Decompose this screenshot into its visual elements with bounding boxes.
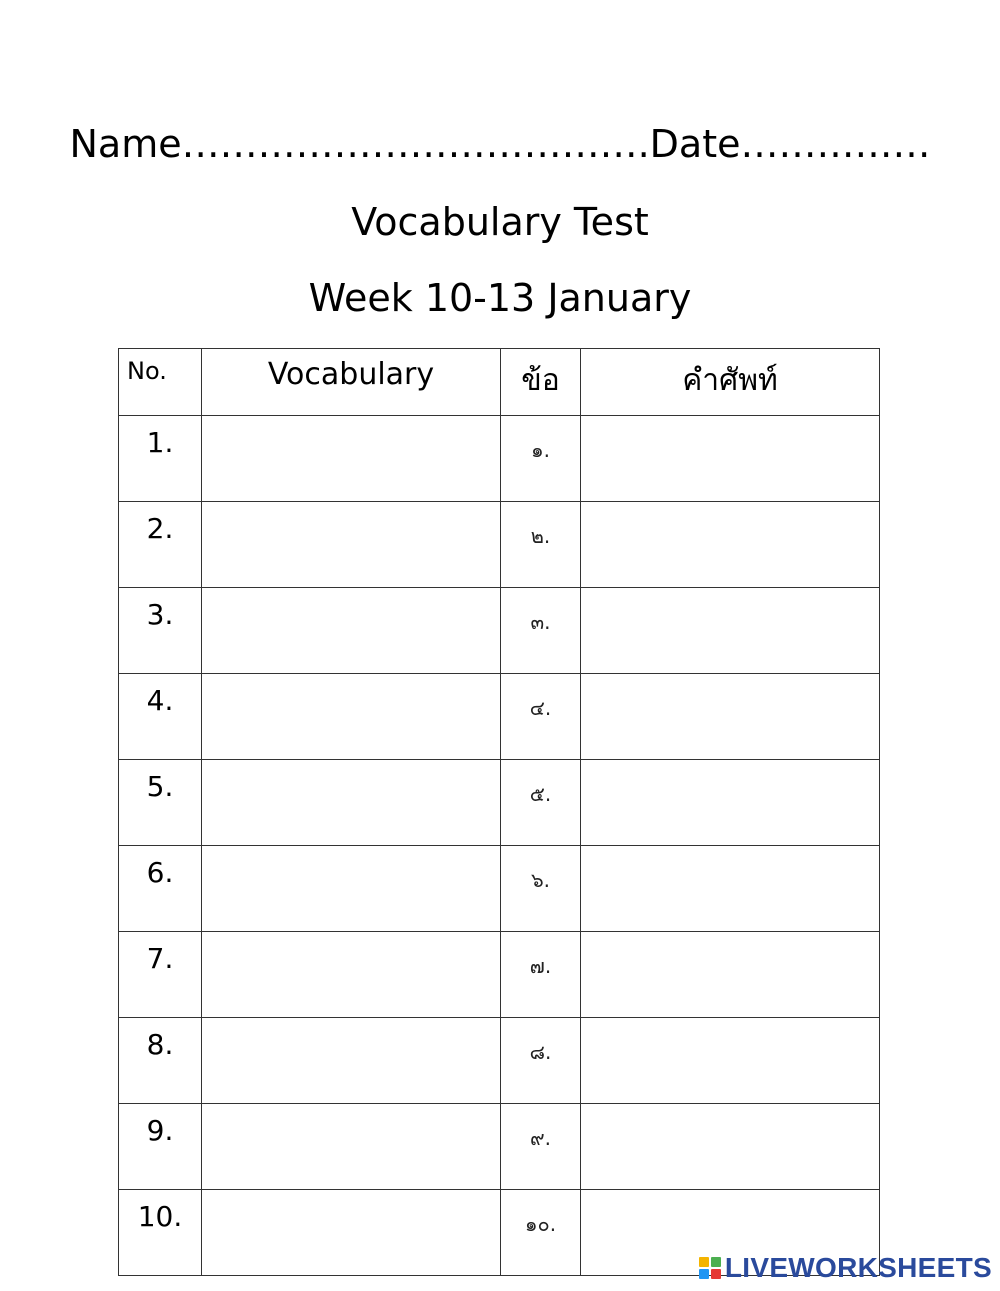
meaning-answer-cell[interactable] — [581, 1104, 880, 1190]
vocabulary-answer-cell[interactable] — [202, 1104, 501, 1190]
meaning-answer-cell[interactable] — [581, 502, 880, 588]
table-row — [119, 674, 880, 760]
vocabulary-answer-cell[interactable] — [202, 674, 501, 760]
thai-item-number: ๘. — [501, 1018, 581, 1104]
table-row — [119, 932, 880, 1018]
meaning-answer-cell[interactable] — [581, 1018, 880, 1104]
logo-square-4 — [711, 1269, 721, 1279]
thai-item-number: ๔. — [501, 674, 581, 760]
vocabulary-answer-cell[interactable] — [202, 760, 501, 846]
thai-item-number: ๙. — [501, 1104, 581, 1190]
name-date-line: Name……………………………….Date…………… — [69, 122, 931, 166]
row-number: 10. — [119, 1190, 202, 1276]
row-number: 6. — [119, 846, 202, 932]
meaning-answer-cell[interactable] — [581, 846, 880, 932]
row-number: 3. — [119, 588, 202, 674]
page-subtitle: Week 10-13 January — [308, 276, 692, 320]
vocabulary-answer-cell[interactable] — [202, 588, 501, 674]
table-row — [119, 502, 880, 588]
table-row — [119, 1018, 880, 1104]
row-number: 8. — [119, 1018, 202, 1104]
thai-item-number: ๓. — [501, 588, 581, 674]
row-number: 4. — [119, 674, 202, 760]
thai-item-number: ๕. — [501, 760, 581, 846]
logo-square-3 — [699, 1269, 709, 1279]
meaning-answer-cell[interactable] — [581, 588, 880, 674]
vocabulary-answer-cell[interactable] — [202, 502, 501, 588]
table-row — [119, 846, 880, 932]
vocabulary-answer-cell[interactable] — [202, 1190, 501, 1276]
column-header-vocabulary: Vocabulary — [202, 349, 501, 416]
column-header-no: No. — [119, 349, 202, 416]
table-body — [119, 416, 880, 1276]
meaning-answer-cell[interactable] — [581, 416, 880, 502]
logo-square-2 — [711, 1257, 721, 1267]
vocabulary-answer-cell[interactable] — [202, 1018, 501, 1104]
thai-item-number: ๖. — [501, 846, 581, 932]
page-title: Vocabulary Test — [351, 200, 649, 244]
row-number: 2. — [119, 502, 202, 588]
liveworksheets-logo-icon — [699, 1257, 721, 1279]
row-number: 9. — [119, 1104, 202, 1190]
table-row — [119, 760, 880, 846]
table-header-row — [119, 349, 880, 416]
table-row — [119, 1104, 880, 1190]
vocabulary-answer-cell[interactable] — [202, 416, 501, 502]
row-number: 7. — [119, 932, 202, 1018]
vocabulary-answer-cell[interactable] — [202, 932, 501, 1018]
meaning-answer-cell[interactable] — [581, 674, 880, 760]
meaning-answer-cell[interactable] — [581, 760, 880, 846]
vocabulary-answer-cell[interactable] — [202, 846, 501, 932]
row-number: 5. — [119, 760, 202, 846]
liveworksheets-logo — [699, 1250, 992, 1286]
thai-item-number: ๑๐. — [501, 1190, 581, 1276]
meaning-answer-cell[interactable] — [581, 932, 880, 1018]
logo-text: LIVEWORKSHEETS — [724, 1252, 992, 1283]
column-header-item: ข้อ — [501, 349, 581, 416]
table-row — [119, 416, 880, 502]
thai-item-number: ๒. — [501, 502, 581, 588]
vocabulary-table — [118, 348, 880, 1276]
table-row — [119, 588, 880, 674]
thai-item-number: ๑. — [501, 416, 581, 502]
row-number: 1. — [119, 416, 202, 502]
logo-square-1 — [699, 1257, 709, 1267]
column-header-meaning: คำศัพท์ — [581, 349, 880, 416]
thai-item-number: ๗. — [501, 932, 581, 1018]
